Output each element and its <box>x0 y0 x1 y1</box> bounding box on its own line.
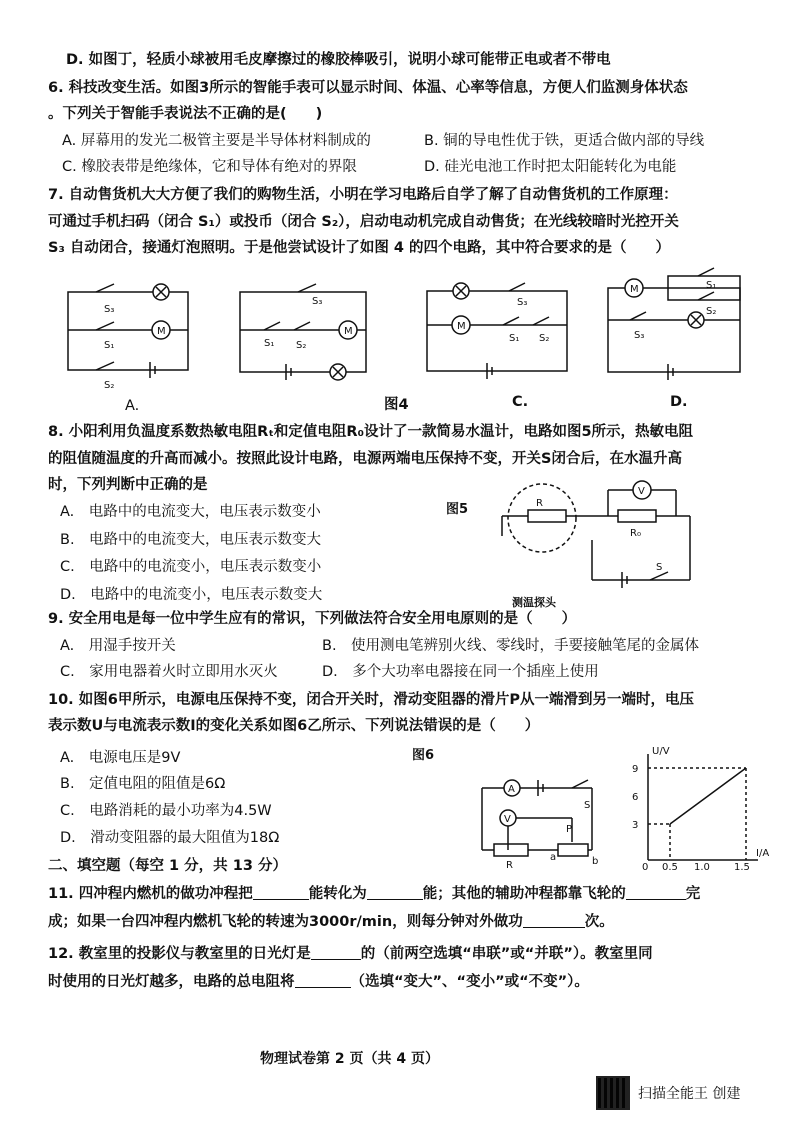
q12-line2 <box>48 972 764 992</box>
q8-option-a: A. 电路中的电流变大，电压表示数变小 <box>60 504 321 520</box>
q11-line1 <box>48 884 764 904</box>
q8-option-b: B. 电路中的电流变大，电压表示数变大 <box>60 532 322 548</box>
q9-option-c: C. 家用电器着火时立即用水灭火 <box>60 664 278 680</box>
q10-option-d: D. 滑动变阻器的最大阻值为18Ω <box>60 830 280 846</box>
label-s2: S₂ <box>539 333 550 344</box>
q9-stem: 9. 安全用电是每一位中学生应有的常识，下列做法符合安全用电原则的是（ ） <box>48 611 577 627</box>
q8-stem-line1: 8. 小阳利用负温度系数热敏电阻Rₜ和定值电阻R₀设计了一款简易水温计，电路如图5所示，热敏电阻 <box>48 424 694 440</box>
q7-stem-line2: 可通过手机扫码（闭合 S₁）或投币（闭合 S₂），启动电动机完成自动售货；在光线较暗时光控开关 <box>48 214 679 230</box>
fig6-circuit <box>480 778 610 871</box>
fig4-circuit-b <box>238 288 378 383</box>
page-footer: 物理试卷第 2 页（共 4 页） <box>260 1051 439 1067</box>
fig5-circuit <box>500 480 700 610</box>
qr-code-icon <box>596 1076 630 1110</box>
fig6-graph <box>628 746 770 873</box>
q6-option-d: D. 硅光电池工作时把太阳能转化为电能 <box>424 159 677 175</box>
q12-text-1: 12. 教室里的投影仪与教室里的日光灯是 <box>48 946 311 962</box>
q12-text-2: 的（前两空选填“串联”或“并联”）。教室里同 <box>360 946 653 962</box>
label-r0: R₀ <box>630 528 641 539</box>
graph-y-tick: 9 <box>632 764 639 775</box>
q11-blank-3[interactable] <box>626 885 686 900</box>
label-s1: S₁ <box>706 280 717 291</box>
label-s3: S₃ <box>634 330 645 341</box>
label-s2: S₂ <box>104 380 115 391</box>
graph-x-tick: 0 <box>642 862 649 873</box>
q11-text-1: 11. 四冲程内燃机的做功冲程把 <box>48 886 253 902</box>
fig4-label: 图4 <box>384 397 409 413</box>
q5-option-d: D. 如图丁，轻质小球被用毛皮摩擦过的橡胶棒吸引，说明小球可能带正电或者不带电 <box>66 52 611 68</box>
q6-stem-line2: 。下列关于智能手表说法不正确的是( ) <box>48 106 323 122</box>
graph-y-tick: 3 <box>632 820 639 831</box>
label-s: S <box>656 562 663 573</box>
fig5-label: 图5 <box>446 502 469 517</box>
voltmeter-label: V <box>638 486 645 497</box>
q7-stem-line1: 7. 自动售货机大大方便了我们的购物生活，小明在学习电路后自学了解了自动售货机的工作原理： <box>48 187 678 203</box>
label-s3: S₃ <box>312 296 323 307</box>
graph-x-tick: 1.0 <box>694 862 710 873</box>
q9-option-b: B. 使用测电笔辨别火线、零线时，手要接触笔尾的金属体 <box>322 638 700 654</box>
scanner-watermark <box>596 1076 740 1110</box>
graph-x-label: I/A <box>756 848 770 859</box>
fig4-circuit-a <box>66 282 196 391</box>
q6-stem-line1: 6. 科技改变生活。如图3所示的智能手表可以显示时间、体温、心率等信息，方便人们监测身体状态 <box>48 80 688 96</box>
q8-option-d: D. 电路中的电流变小，电压表示数变大 <box>60 587 323 603</box>
q12-text-3: 时使用的日光灯越多，电路的总电阻将 <box>48 974 295 990</box>
q11-blank-4[interactable] <box>523 913 585 928</box>
q6-option-c: C. 橡胶表带是绝缘体，它和导体有绝对的界限 <box>62 159 357 175</box>
graph-y-label: U/V <box>652 746 670 757</box>
probe-label: 测温探头 <box>512 596 556 609</box>
q10-option-c: C. 电路消耗的最小功率为4.5W <box>60 803 272 819</box>
label-a: a <box>550 852 557 863</box>
voltmeter-label: V <box>504 814 511 825</box>
graph-y-tick: 6 <box>632 792 639 803</box>
q9-option-a: A. 用湿手按开关 <box>60 638 176 654</box>
q8-option-c: C. 电路中的电流变小，电压表示数变小 <box>60 559 322 575</box>
label-m: M <box>157 326 166 337</box>
q11-blank-1[interactable] <box>253 885 309 900</box>
q7-label-a: A. <box>125 398 140 414</box>
q10-option-b: B. 定值电阻的阻值是6Ω <box>60 776 226 792</box>
label-b: b <box>592 856 599 867</box>
label-m: M <box>457 321 466 332</box>
q10-option-a: A. 电源电压是9V <box>60 750 181 766</box>
label-s2: S₂ <box>706 306 717 317</box>
label-s: S <box>584 800 591 811</box>
ammeter-label: A <box>508 784 515 795</box>
fig6-label: 图6 <box>412 748 435 763</box>
label-s1: S₁ <box>264 338 275 349</box>
q11-text-3: 能；其他的辅助冲程都靠飞轮的 <box>422 886 626 902</box>
graph-x-tick: 1.5 <box>734 862 750 873</box>
q12-line1 <box>48 944 764 964</box>
fig4-circuit-d <box>606 276 756 381</box>
label-s2: S₂ <box>296 340 307 351</box>
q10-stem-line2: 表示数U与电流表示数I的变化关系如图6乙所示、下列说法错误的是（ ） <box>48 718 540 734</box>
label-s3: S₃ <box>517 297 528 308</box>
q8-stem-line2: 的阻值随温度的升高而减小。按照此设计电路，电源两端电压保持不变，开关S闭合后，在水温升高 <box>48 451 682 467</box>
q11-line2 <box>48 912 764 932</box>
q12-blank-2[interactable] <box>295 973 351 988</box>
label-m: M <box>344 326 353 337</box>
section-2-heading: 二、填空题（每空 1 分，共 13 分） <box>48 858 287 874</box>
label-s1: S₁ <box>104 340 115 351</box>
q7-stem-line3: S₃ 自动闭合，接通灯泡照明。于是他尝试设计了如图 4 的四个电路，其中符合要求的是（ ） <box>48 240 671 256</box>
q11-text-5: 成；如果一台四冲程内燃机飞轮的转速为3000r/min，则每分钟对外做功 <box>48 914 523 930</box>
q9-option-d: D. 多个大功率电器接在同一个插座上使用 <box>322 664 599 680</box>
q11-text-2: 能转化为 <box>308 886 367 902</box>
q7-label-c: C. <box>512 394 529 410</box>
q11-text-6: 次。 <box>584 914 614 930</box>
q6-option-b: B. 铜的导电性优于铁，更适合做内部的导线 <box>424 133 705 149</box>
label-s1: S₁ <box>509 333 520 344</box>
q8-stem-line3: 时，下列判断中正确的是 <box>48 477 208 493</box>
graph-x-tick: 0.5 <box>662 862 678 873</box>
label-s3: S₃ <box>104 304 115 315</box>
q6-option-a: A. 屏幕用的发光二极管主要是半导体材料制成的 <box>62 133 371 149</box>
label-r1: R <box>536 498 543 509</box>
fig4-circuit-c <box>425 285 575 380</box>
q11-blank-2[interactable] <box>367 885 423 900</box>
q7-label-d: D. <box>670 394 688 410</box>
label-r: R <box>506 860 513 871</box>
scanner-label: 扫描全能王 创建 <box>638 1086 741 1102</box>
q11-text-4: 完 <box>685 886 701 902</box>
q12-blank-1[interactable] <box>311 945 361 960</box>
q12-text-4: （选填“变大”、“变小”或“不变”）。 <box>350 974 589 990</box>
label-p: P <box>566 824 573 835</box>
q10-stem-line1: 10. 如图6甲所示，电源电压保持不变，闭合开关时，滑动变阻器的滑片P从一端滑到另一端时，电压 <box>48 692 694 708</box>
label-m: M <box>630 284 639 295</box>
